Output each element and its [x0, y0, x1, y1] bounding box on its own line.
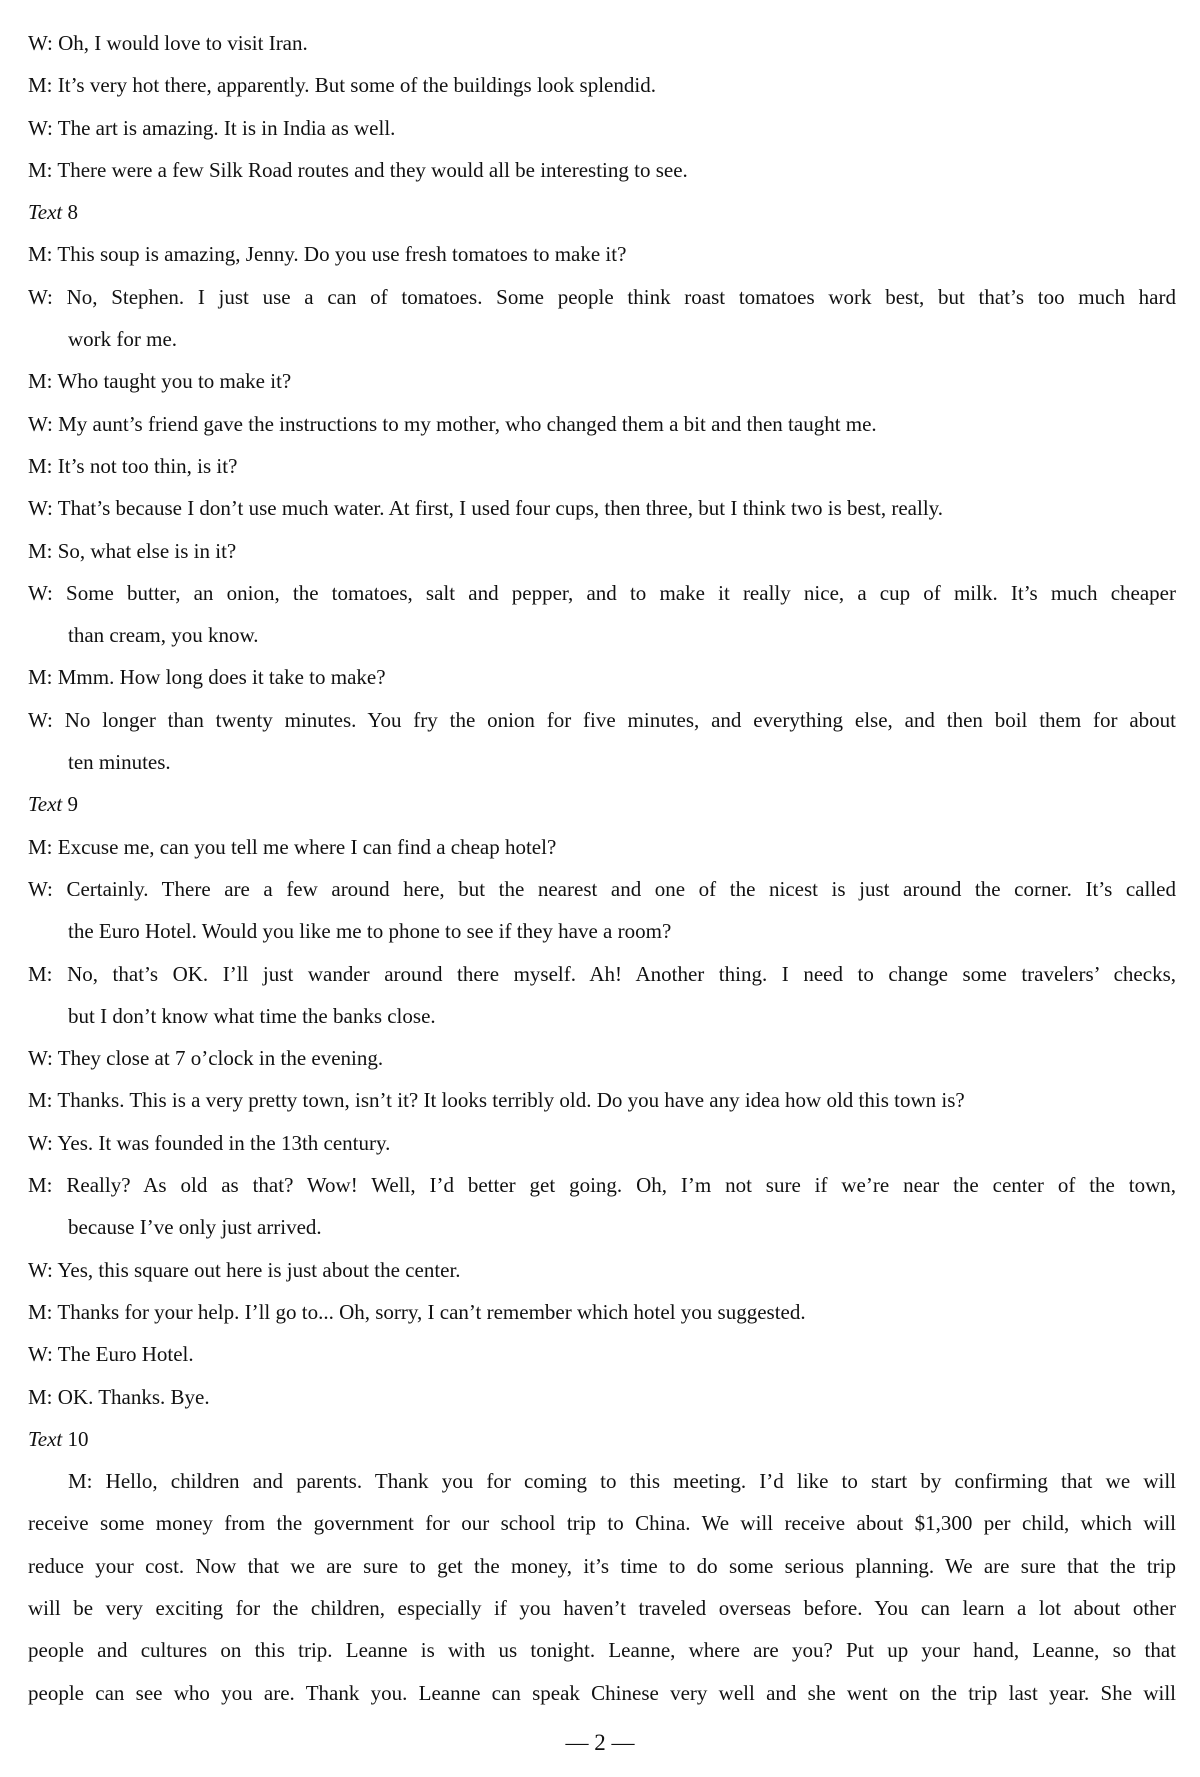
dialogue-line: people and cultures on this trip. Leanne is with us tonight. Leanne, where are you? Put up your hand, Leanne, so that — [28, 1638, 1176, 1663]
dialogue-line: M: It’s very hot there, apparently. But some of the buildings look splendid. — [28, 73, 656, 98]
dialogue-line: M: Mmm. How long does it take to make? — [28, 665, 386, 690]
dialogue-continuation-line: M: Hello, children and parents. Thank you for coming to this meeting. I’d like to start by confirming that we will — [68, 1469, 1176, 1494]
dialogue-line: M: OK. Thanks. Bye. — [28, 1384, 210, 1409]
section-title-number: 8 — [67, 200, 78, 225]
dialogue-line: people can see who you are. Thank you. Leanne can speak Chinese very well and she went on the trip last year. She will — [28, 1680, 1176, 1705]
dialogue-continuation-line: work for me. — [68, 327, 178, 352]
dialogue-line: M: Who taught you to make it? — [28, 369, 292, 394]
dialogue-line: W: The Euro Hotel. — [28, 1342, 194, 1367]
dialogue-continuation-line: than cream, you know. — [68, 623, 259, 648]
dialogue-continuation-line: ten minutes. — [68, 750, 171, 775]
dialogue-line: M: Excuse me, can you tell me where I can find a cheap hotel? — [28, 834, 557, 859]
transcript-body — [28, 22, 1176, 1714]
dialogue-line: M: Thanks for your help. I’ll go to... Oh, sorry, I can’t remember which hotel you suggested. — [28, 1299, 806, 1324]
dialogue-line: will be very exciting for the children, especially if you haven’t traveled overseas before. You can learn a lot about other — [28, 1595, 1176, 1620]
section-title-label: Text — [28, 200, 63, 225]
dialogue-line: W: Certainly. There are a few around here, but the nearest and one of the nicest is just around the corner. It’s called — [28, 876, 1176, 901]
dialogue-line: W: No, Stephen. I just use a can of tomatoes. Some people think roast tomatoes work best, but that’s too much hard — [28, 284, 1176, 309]
dialogue-line: M: So, what else is in it? — [28, 538, 237, 563]
section-title — [28, 1418, 1176, 1460]
dialogue-continuation-line: the Euro Hotel. Would you like me to phone to see if they have a room? — [68, 919, 672, 944]
dialogue-line: W: Yes, this square out here is just about the center. — [28, 1257, 461, 1282]
dialogue-continuation-line: but I don’t know what time the banks close. — [68, 1003, 436, 1028]
section-title-number: 10 — [67, 1426, 89, 1451]
dialogue-line: W: The art is amazing. It is in India as well. — [28, 115, 396, 140]
section-title — [28, 783, 1176, 825]
section-title-label: Text — [28, 1426, 63, 1451]
section-title-number: 9 — [67, 792, 78, 817]
dialogue-line: M: Really? As old as that? Wow! Well, I’d better get going. Oh, I’m not sure if we’re near the center of the town, — [28, 1173, 1176, 1198]
dialogue-line: W: They close at 7 o’clock in the evening. — [28, 1046, 384, 1071]
section-title-label: Text — [28, 792, 63, 817]
dialogue-line: W: My aunt’s friend gave the instructions to my mother, who changed them a bit and then taught me. — [28, 411, 877, 436]
dialogue-line: M: Thanks. This is a very pretty town, isn’t it? It looks terribly old. Do you have any idea how old this town is? — [28, 1088, 965, 1113]
dialogue-line: W: Yes. It was founded in the 13th century. — [28, 1130, 391, 1155]
dialogue-line: reduce your cost. Now that we are sure to get the money, it’s time to do some serious planning. We are sure that the trip — [28, 1553, 1176, 1578]
page-number: — 2 — — [565, 1730, 635, 1755]
dialogue-line: M: There were a few Silk Road routes and they would all be interesting to see. — [28, 157, 688, 182]
dialogue-line: M: No, that’s OK. I’ll just wander around there myself. Ah! Another thing. I need to change some travelers’ checks, — [28, 961, 1176, 986]
dialogue-line: W: That’s because I don’t use much water. At first, I used four cups, then three, but I think two is best, really. — [28, 496, 944, 521]
dialogue-line: W: No longer than twenty minutes. You fry the onion for five minutes, and everything else, and then boil them for about — [28, 707, 1176, 732]
dialogue-line: receive some money from the government for our school trip to China. We will receive about $1,300 per child, which will — [28, 1511, 1176, 1536]
dialogue-line: W: Oh, I would love to visit Iran. — [28, 31, 308, 55]
dialogue-line: M: It’s not too thin, is it? — [28, 453, 238, 478]
transcript-page — [28, 22, 1176, 1714]
dialogue-line: M: This soup is amazing, Jenny. Do you use fresh tomatoes to make it? — [28, 242, 627, 267]
section-title — [28, 191, 1176, 233]
dialogue-line: W: Some butter, an onion, the tomatoes, salt and pepper, and to make it really nice, a cup of milk. It’s much cheaper — [28, 580, 1176, 605]
dialogue-continuation-line: because I’ve only just arrived. — [68, 1215, 322, 1240]
